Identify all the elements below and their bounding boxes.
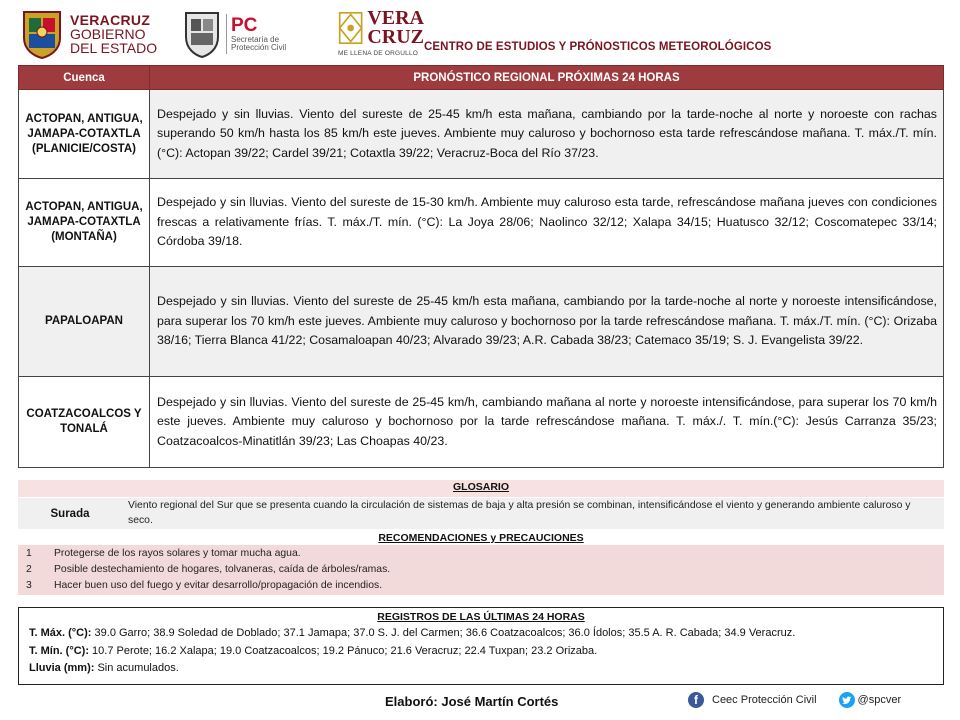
veracruz-shield-icon <box>20 8 64 60</box>
pc-logo-line2: Protección Civil <box>231 42 287 52</box>
veracruz-brand-logo <box>338 8 424 62</box>
registros-tmin <box>29 643 933 661</box>
glosario-title: GLOSARIO <box>452 481 509 493</box>
cuenca-cell: PAPALOAPAN <box>19 267 150 377</box>
list-item-text: Posible destechamiento de hogares, tolvaneras, caída de árboles/ramas. <box>54 564 391 575</box>
registros-tmax <box>29 625 933 643</box>
forecast-cell: Despejado y sin lluvias. Viento del sureste de 25-45 km/h esta mañana, cambiando por la tarde-noche al norte y noroeste con rachas superando 50 km/h hasta los 85 km/h este jueves. Ambiente muy caluroso y bochornoso esta tarde refrescándose mañana. T. máx./T. mín. (°C): Actopan 39/22; Cardel 39/21; Cotaxtla 39/22; Veracruz-Boca del Río 37/23. <box>150 90 944 179</box>
registros-box <box>18 607 944 685</box>
col-header-cuenca: Cuenca <box>19 66 150 90</box>
list-item <box>18 546 944 562</box>
recomendaciones-title: RECOMENDACIONES y PRECAUCIONES <box>378 532 584 544</box>
list-item-text: Hacer buen uso del fuego y evitar desarrollo/propagación de incendios. <box>54 580 383 591</box>
pc-logo-line1: Secretaría de <box>231 34 280 44</box>
lluvia-value: Sin acumulados. <box>94 662 179 674</box>
facebook-icon[interactable]: f <box>688 692 704 708</box>
table-row <box>19 179 944 267</box>
list-item-text: Protegerse de los rayos solares y tomar mucha agua. <box>54 548 301 559</box>
list-item <box>18 562 944 578</box>
page-header <box>0 0 960 66</box>
brand-word-1: VERA <box>367 7 424 29</box>
pc-logo-abbr: PC <box>231 14 258 36</box>
cuenca-cell: ACTOPAN, ANTIGUA, JAMAPA-COTAXTLA (PLANICIE/COSTA) <box>19 90 150 179</box>
glosario-entry <box>18 498 944 529</box>
author-credit: Elaboró: José Martín Cortés <box>385 694 559 709</box>
list-item-number: 2 <box>26 564 32 575</box>
tmax-value: 39.0 Garro; 38.9 Soledad de Doblado; 37.1 Jamapa; 37.0 S. J. del Carmen; 36.6 Coatzacoalcos; 36.0 Ídolos; 35.5 A. R. Cabada; 34.9 Veracruz. <box>91 627 796 639</box>
list-item-number: 1 <box>26 548 32 559</box>
veracruz-logo-line1: VERACRUZ <box>70 12 151 28</box>
brand-tagline: ME LLENA DE ORGULLO <box>338 50 419 57</box>
glosario-definition: Viento regional del Sur que se presenta cuando la circulación de sistemas de baja y alta presión se combinan, intensificándose el viento y generando ambiente caluroso y seco. <box>128 500 911 526</box>
pc-logo-divider <box>226 14 227 54</box>
list-item-number: 3 <box>26 580 32 591</box>
forecast-cell: Despejado y sin lluvias. Viento del sureste de 15-30 km/h. Ambiente muy caluroso esta tarde, refrescándose mañana jueves con condiciones frescas a relativamente frías. T. máx./T. mín. (°C): La Joya 28/06; Naolinco 32/12; Xalapa 34/15; Huatusco 32/12; Coscomatepec 33/14; Córdoba 39/18. <box>150 179 944 267</box>
facebook-link[interactable]: Ceec Protección Civil <box>712 694 817 706</box>
forecast-cell: Despejado y sin lluvias. Viento del sureste de 25-45 km/h esta mañana, cambiando por la tarde-noche al norte y noroeste intensificándose, para superar los 70 km/h este jueves. Ambiente muy caluroso y bochornoso por la tarde refrescándose mañana. T. máx./T. mín. (°C): Orizaba 38/16; Tierra Blanca 41/22; Cosamaloapan 40/23; Alvarado 39/23; A.R. Cabada 38/23; Catemaco 35/19; S. J. Evangelista 39/22. <box>150 267 944 377</box>
table-row <box>19 90 944 179</box>
center-title: CENTRO DE ESTUDIOS Y PRÓNOSTICOS METEOROLÓGICOS <box>424 41 772 53</box>
veracruz-government-logo <box>20 6 170 62</box>
tmax-label: T. Máx. (°C): <box>29 627 92 639</box>
twitter-bird-icon[interactable] <box>839 692 855 708</box>
cuenca-cell: ACTOPAN, ANTIGUA, JAMAPA-COTAXTLA (MONTAÑA) <box>19 179 150 267</box>
proteccion-civil-logo <box>182 8 322 60</box>
lluvia-label: Lluvia (mm): <box>29 662 95 674</box>
registros-title: REGISTROS DE LAS ÚLTIMAS 24 HORAS <box>377 611 585 623</box>
veracruz-logo-line2: GOBIERNO <box>70 26 146 42</box>
cuenca-cell: COATZACOALCOS Y TONALÁ <box>19 377 150 468</box>
table-row <box>19 267 944 377</box>
col-header-pronostico: PRONÓSTICO REGIONAL PRÓXIMAS 24 HORAS <box>150 66 944 90</box>
forecast-table <box>18 65 944 468</box>
registros-lluvia <box>29 660 933 678</box>
recomendaciones-list <box>18 545 944 595</box>
pattern-icon <box>338 8 363 48</box>
veracruz-logo-line3: DEL ESTADO <box>70 40 158 56</box>
glosario-term: Surada <box>50 507 90 520</box>
forecast-header-row <box>19 66 944 90</box>
table-row <box>19 377 944 468</box>
tmin-label: T. Mín. (°C): <box>29 644 89 657</box>
list-item <box>18 578 944 594</box>
brand-word-2: CRUZ <box>367 26 424 48</box>
pc-shield-icon <box>182 9 222 59</box>
forecast-cell: Despejado y sin lluvias. Viento del sureste de 25-45 km/h, cambiando mañana al norte y noroeste intensificándose, para superar los 70 km/h este jueves. Ambiente muy caluroso y bochornoso por la tarde refrescándose mañana. T. máx./. T. mín.(°C): Jesús Carranza 35/23; Coatzacoalcos-Minatitlán 39/23; Las Choapas 40/23. <box>150 377 944 468</box>
twitter-link[interactable]: @spcver <box>857 694 902 706</box>
social-links <box>688 692 901 708</box>
tmin-value: 10.7 Perote; 16.2 Xalapa; 19.0 Coatzacoalcos; 19.2 Pánuco; 21.6 Veracruz; 22.4 Tuxpan; 23.2 Orizaba. <box>89 644 598 657</box>
